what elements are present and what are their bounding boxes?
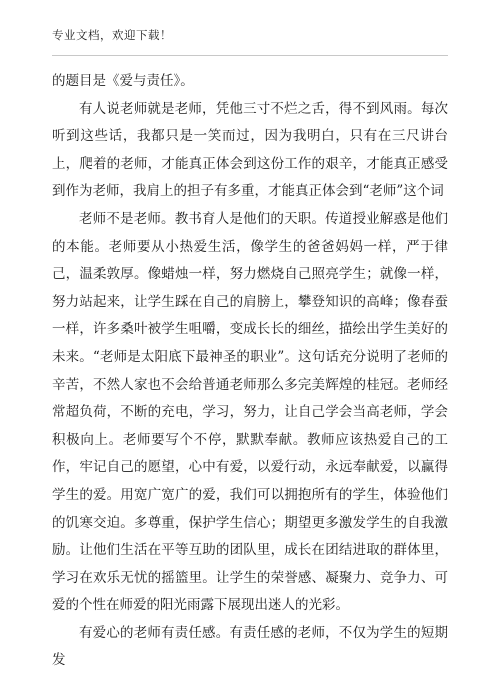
- paragraph-teacher-experience: 有人说老师就是老师，凭他三寸不烂之舌，得不到风雨。每次听到这些话，我都只是一笑而过，因为我明白，只有在三尺讲台上，爬着的老师，才能真正体会到这份工作的艰辛，才能真正感受到作为老师，我肩上的担子有多重，才能真正体会到“老师”这个词: [52, 100, 448, 200]
- paragraph-continuation: 的题目是《爱与责任》。: [52, 73, 194, 89]
- paragraph-teacher-vocation: 老师不是老师。教书育人是他们的天职。传道授业解惑是他们的本能。老师要从小热爱生活，像学生的爸爸妈妈一样，严于律己，温柔敦厚。像蜡烛一样，努力燃烧自己照亮学生；就像一样，努力站起来，让学生踩在自己的肩膀上，攀登知识的高峰；像春蚕一样，许多桑叶被学生咀嚼，变成长长的细丝，描绘出学生美好的未来。“老师是太阳底下最神圣的职业”。这句话充分说明了老师的辛苦，不然人家也不会给普通老师那么多完美辉煌的桂冠。老师经常超负荷，不断的充电，学习，努力，让自己学会当高老师，学会积极向上。老师要写个不停，默默奉献。教师应该热爱自己的工作，牢记自己的愿望，心中有爱，以爱行动，永远奉献爱，以赢得学生的爱。用宽广宽广的爱，我们可以拥抱所有的学生，体验他们的饥寒交迫。多尊重，保护学生信心；期望更多激发学生的自我激励。让他们生活在平等互助的团队里，成长在团结进取的群体里，学习在欢乐无忧的摇篮里。让学生的荣誉感、凝聚力、竞争力、可爱的个性在师爱的阳光雨露下展现出迷人的光彩。: [52, 210, 448, 614]
- page-header: 专业文档，欢迎下载！: [52, 28, 172, 42]
- header-divider: [52, 55, 448, 56]
- paragraph-responsibility: 有爱心的老师有责任感。有责任感的老师，不仅为学生的短期发: [52, 624, 448, 669]
- document-body: [52, 68, 448, 675]
